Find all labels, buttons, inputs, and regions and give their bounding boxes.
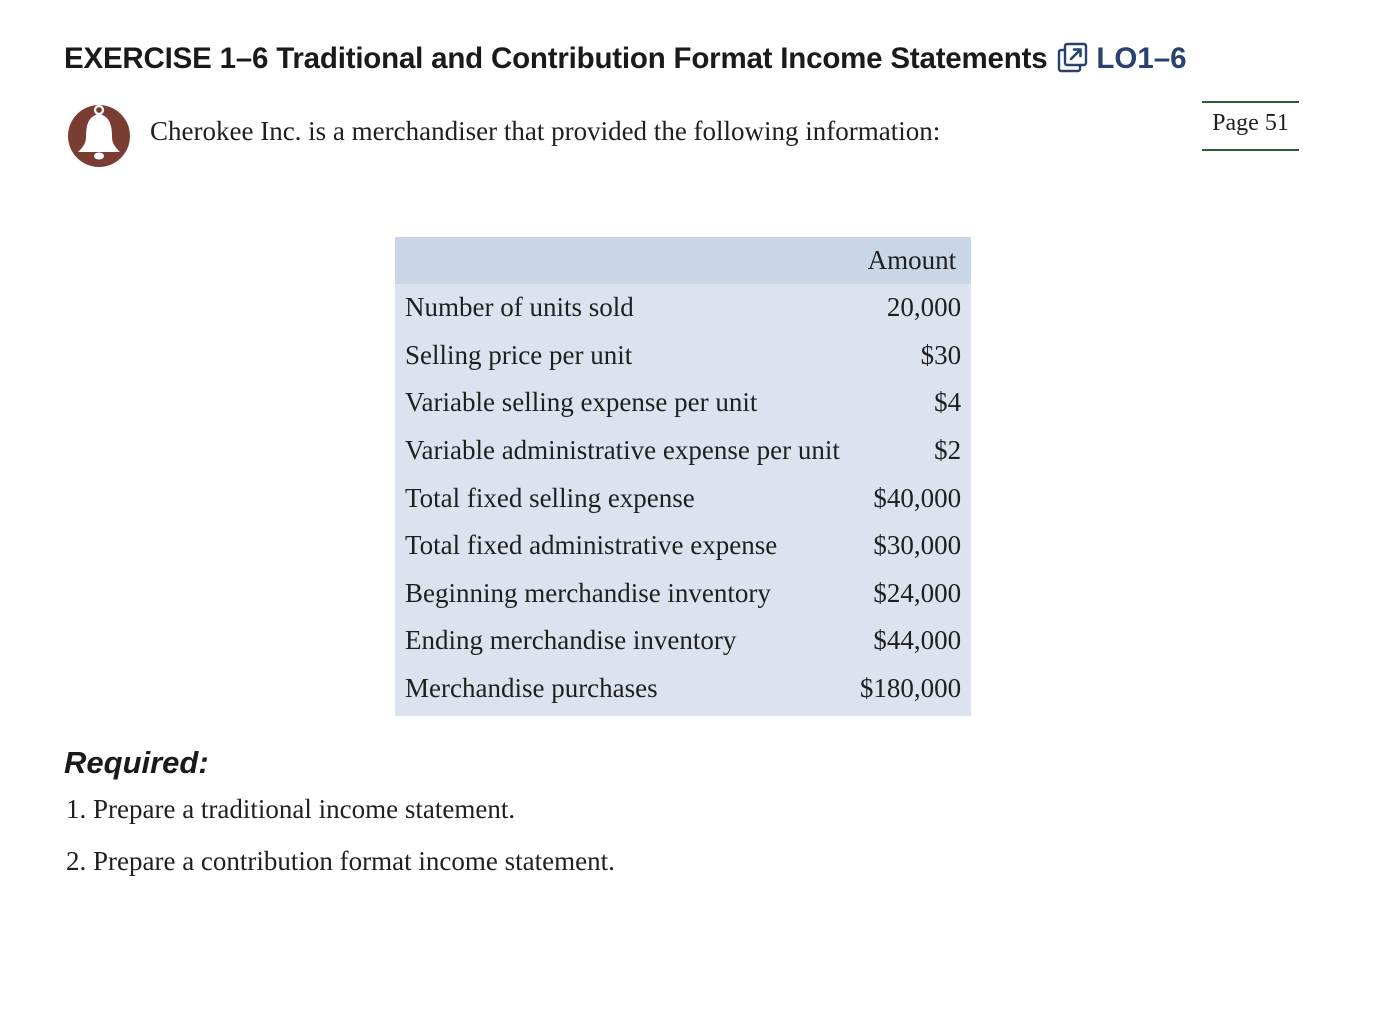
- row-value: $2: [934, 435, 962, 466]
- table-row: [395, 427, 971, 475]
- amount-column-header: Amount: [850, 237, 971, 284]
- row-value: $4: [934, 387, 962, 418]
- row-value: $40,000: [873, 482, 962, 513]
- required-item: 2. Prepare a contribution format income statement.: [66, 846, 615, 876]
- row-label: Number of units sold: [405, 292, 634, 323]
- row-value: $30,000: [873, 530, 962, 561]
- page-marker: Page 51: [1202, 101, 1299, 151]
- row-value: $30: [920, 339, 962, 370]
- row-value: $44,000: [873, 625, 962, 656]
- table-header-label-cell: [395, 237, 850, 284]
- table-row: [395, 284, 971, 332]
- row-value: $180,000: [859, 673, 962, 704]
- table-row: [395, 474, 971, 522]
- required-heading: Required:: [64, 745, 209, 780]
- data-table: [395, 237, 971, 716]
- external-link-icon[interactable]: [1056, 41, 1090, 77]
- table-row: [395, 332, 971, 380]
- row-label: Ending merchandise inventory: [405, 625, 737, 656]
- learning-objective-link[interactable]: LO1–6: [1096, 42, 1187, 75]
- row-label: Variable selling expense per unit: [405, 387, 758, 418]
- table-row: [395, 617, 971, 665]
- row-label: Selling price per unit: [405, 339, 633, 370]
- row-value: 20,000: [886, 292, 962, 323]
- intro-text: Cherokee Inc. is a merchandiser that provided the following information:: [150, 116, 941, 146]
- row-value: $24,000: [873, 577, 962, 608]
- table-row: [395, 665, 971, 717]
- table-row: [395, 570, 971, 618]
- table-row: [395, 522, 971, 570]
- exercise-title: EXERCISE 1–6 Traditional and Contribution Format Income Statements: [64, 42, 1048, 75]
- row-label: Beginning merchandise inventory: [405, 577, 771, 608]
- row-label: Total fixed administrative expense: [405, 530, 778, 561]
- table-row: [395, 379, 971, 427]
- bell-icon: [67, 100, 131, 170]
- required-item: 1. Prepare a traditional income statement.: [66, 794, 516, 824]
- row-label: Total fixed selling expense: [405, 482, 695, 513]
- row-label: Merchandise purchases: [405, 673, 658, 704]
- exercise-header: [64, 36, 1187, 82]
- table-header-row: [395, 237, 971, 284]
- row-label: Variable administrative expense per unit: [405, 435, 840, 466]
